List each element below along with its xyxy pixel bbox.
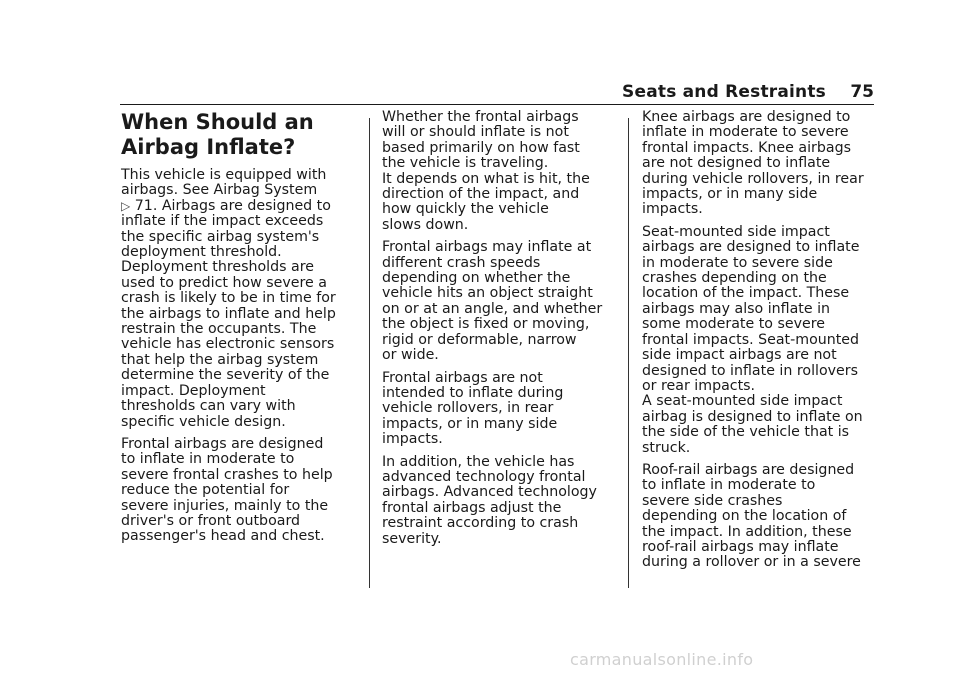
paragraph: Roof-rail airbags are designed to inflate in moderate to severe side crashes depending on the location of the impact. In addition, these roof-rail airbags may inflate during a rollover or in a severe bbox=[642, 461, 861, 571]
column-1 bbox=[121, 110, 353, 552]
column-divider bbox=[369, 118, 370, 588]
paragraph: Seat-mounted side impact airbags are designed to inflate in moderate to severe side crashes depending on the location of the impact. These airbags may also inflate in some moderate to severe frontal impacts. Seat-mounted side impact airbags are not designed to inflate in rollovers or rear impacts. A seat-mounted side impact airbag is designed to inflate on the side of the vehicle that is struck. bbox=[642, 223, 863, 456]
column-2 bbox=[382, 110, 614, 554]
page-reference-link[interactable]: 71 bbox=[134, 197, 153, 214]
page-number: 75 bbox=[850, 82, 874, 102]
paragraph: Knee airbags are designed to inflate in moderate to severe frontal impacts. Knee airbags are not designed to inflate during vehicle rollovers, in rear impacts, or in many side impacts. bbox=[642, 109, 864, 218]
watermark: carmanualsonline.info bbox=[570, 650, 754, 669]
paragraph: Frontal airbags are designed to inflate in moderate to severe frontal crashes to help reduce the potential for severe injuries, mainly to the driver's or front outboard passenger's head and chest. bbox=[121, 435, 333, 545]
section-title: Seats and Restraints bbox=[622, 82, 826, 102]
page-reference-icon: ▷ bbox=[121, 198, 131, 213]
column-divider bbox=[628, 118, 629, 588]
paragraph: In addition, the vehicle has advanced technology frontal airbags. Advanced technology frontal airbags adjust the restraint according to crash severity. bbox=[382, 453, 597, 547]
paragraph: Frontal airbags are not intended to inflate during vehicle rollovers, in rear impacts, or in many side impacts. bbox=[382, 369, 564, 448]
paragraph: Frontal airbags may inflate at different crash speeds depending on whether the vehicle hits an object straight on or at an angle, and whether the object is fixed or moving, rigid or deformable, narrow or wide. bbox=[382, 239, 603, 364]
page-header bbox=[120, 80, 874, 105]
column-3 bbox=[642, 110, 874, 578]
paragraph: Whether the frontal airbags will or should inflate is not based primarily on how fast the vehicle is traveling. It depends on what is hit, the direction of the impact, and how quickly the vehicle slows down. bbox=[382, 109, 590, 233]
section-heading: When Should an Airbag Inflate? bbox=[121, 110, 314, 159]
paragraph: This vehicle is equipped with airbags. See Airbag System ▷ 71. Airbags are designed to inflate if the impact exceeds the specific airbag system's deployment threshold. Deployment thresholds are used to predict how severe a crash is likely to be in time for the airbags to inflate and help restrain the occupants. The vehicle has electronic sensors that help the airbag system determine the severity of the impact. Deployment thresholds can vary with specific vehicle design. bbox=[121, 167, 336, 430]
